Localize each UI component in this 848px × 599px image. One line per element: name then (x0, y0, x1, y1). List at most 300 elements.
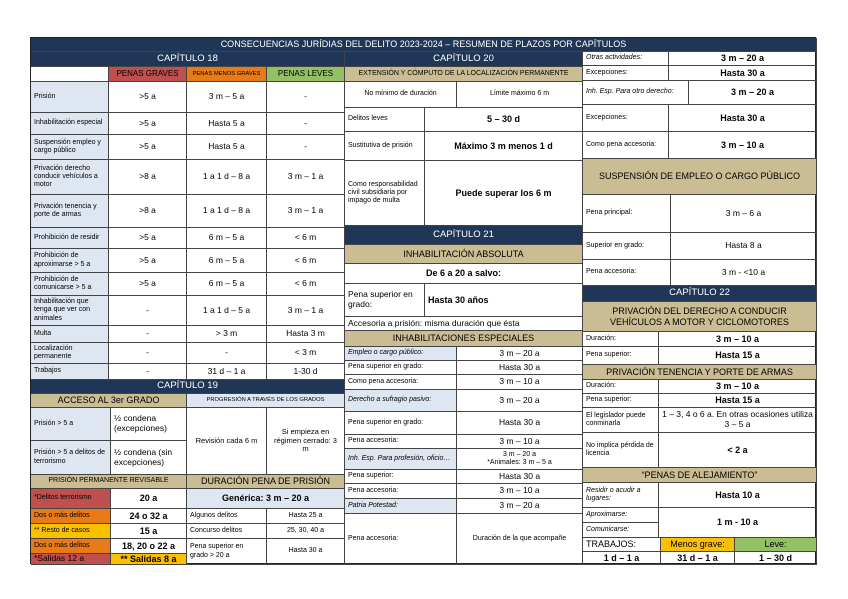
alejamiento-header-text: “PENAS DE ALEJAMIENTO” (641, 469, 758, 480)
especiales-header-text: INHABILITACIONES ESPECIALES (392, 333, 535, 344)
rt-label (583, 81, 689, 105)
especial-value (457, 347, 583, 361)
col-penas-menos-graves-text: PENAS MENOS GRAVES (192, 70, 261, 77)
ppr-row-label-text: Dos o más delitos (34, 511, 90, 519)
penas-menos-graves-value (187, 113, 267, 135)
especial-value-text: 3 m – 10 a (499, 485, 540, 496)
penas-menos-graves-value (187, 135, 267, 160)
duracion-row-value (267, 509, 345, 524)
delitos-leves-value-text: 5 – 30 d (486, 114, 521, 125)
row-label (31, 249, 109, 273)
penas-graves-value-text: - (146, 365, 149, 376)
ppr-row-value-text: 24 o 32 a (129, 510, 168, 521)
susp-value-text: 3 m – 6 a (725, 207, 762, 218)
especial-value (457, 375, 583, 390)
rt-value (689, 81, 817, 105)
row-label-text: Prohibición de comunicarse > 5 a (34, 275, 92, 291)
duracion-row-label-text: Concurso delitos (190, 526, 243, 534)
rt-label-text: Excepciones: (586, 113, 628, 121)
rt-value (669, 132, 817, 159)
armas-value-text: Hasta 15 a (715, 395, 760, 406)
susp-value (671, 195, 817, 233)
penas-graves-value-text: >5 a (139, 141, 156, 152)
especial-value (457, 499, 583, 514)
duracion-generica-text: Genérica: 3 m – 20 a (221, 493, 310, 504)
row-label-text: Trabajos (34, 367, 61, 375)
ppr-row-label (31, 489, 111, 509)
minimo-duracion-text: No mínimo de duración (364, 90, 437, 98)
priv-label (583, 332, 659, 347)
accesoria-prision (345, 317, 583, 331)
cap18-header (31, 52, 345, 67)
col-penas-graves-text: PENAS GRAVES (116, 69, 179, 79)
especial-label-text: Patria Potestad: (348, 501, 398, 509)
especial-label (345, 412, 457, 435)
penas-graves-value-text: >5 a (139, 254, 156, 265)
especial-value (457, 361, 583, 375)
row-label-text: Privación tenencia y porte de armas (34, 202, 97, 218)
penas-leves-value-text: 1-30 d (293, 365, 318, 376)
especial-value-text: Duración de la que acompañe (472, 534, 567, 542)
col-penas-leves (267, 67, 345, 82)
alej-label-text: Residir o acudir a lugares: (586, 486, 641, 502)
alejamiento-header (583, 468, 817, 483)
penas-menos-graves-value-text: 1 a 1 d – 8 a (202, 205, 251, 216)
row-label-text: Inhabilitación que tenga que ver con animales (34, 298, 91, 322)
penas-leves-value-text: < 6 m (294, 232, 317, 243)
cap22-header-text: CAPÍTULO 22 (669, 287, 730, 299)
ppr-row-label-text: ** Resto de casos (34, 526, 90, 534)
trabajos-grave-value (583, 552, 661, 565)
privacion-conducir-header (583, 302, 817, 332)
especiales-header (345, 331, 583, 347)
especial-value (457, 484, 583, 499)
privacion-conducir-header-text: PRIVACIÓN DEL DERECHO A CONDUCIR VEHÍCULOS A MOTOR Y CICLOMOTORES (610, 306, 789, 327)
responsabilidad-value (425, 161, 583, 226)
cap18-header-text: CAPÍTULO 18 (157, 52, 218, 64)
especial-value-text: 3 m – 20 a *Animales: 3 m – 5 a (487, 450, 552, 466)
cap21-header-text: CAPÍTULO 21 (433, 228, 494, 240)
armas-label (583, 408, 659, 433)
penas-menos-graves-value (187, 195, 267, 228)
penas-menos-graves-value-text: - (225, 347, 228, 358)
especial-value-text: Hasta 30 a (498, 361, 541, 372)
armas-label (583, 433, 659, 468)
penas-graves-value-text: >5 a (139, 91, 156, 102)
ppr-salidas (31, 554, 111, 565)
rt-value (669, 66, 817, 81)
armas-value (659, 380, 817, 394)
leve-header-text: Leve: (764, 539, 787, 550)
ppr-row-label-text: Dos o más delitos (34, 541, 90, 549)
page-title (31, 38, 817, 52)
row-label-text: Prohibición de aproximarse > 5 a (34, 252, 91, 268)
rt-label (583, 66, 669, 81)
especial-value-text: 3 m – 10 a (499, 435, 540, 446)
row-label-text: Multa (34, 329, 52, 337)
limite-maximo-text: Límite máximo 6 m (489, 90, 550, 98)
inhabilitacion-absoluta-header (345, 245, 583, 264)
trabajos-grave-value-text: 1 d – 1 a (603, 552, 640, 563)
penas-graves-value-text: - (146, 347, 149, 358)
duracion-row-value (267, 539, 345, 565)
especial-label (345, 435, 457, 449)
progresion-grados-text: PROGRESIÓN A TRAVÉS DE LOS GRADOS (206, 397, 325, 404)
especial-label (345, 470, 457, 484)
susp-label (583, 195, 671, 233)
ppr-row-value-text: 15 a (139, 525, 158, 536)
pena-superior-value (425, 284, 583, 317)
susp-value (671, 260, 817, 286)
trabajos-header-text: TRABAJOS: (586, 539, 637, 550)
especial-label-text: Pena accesoria: (348, 437, 399, 445)
cap21-header (345, 226, 583, 245)
rt-value (669, 52, 817, 66)
responsabilidad-value-text: Puede superar los 6 m (455, 187, 552, 198)
acceso-row-label-text: Prisión > 5 a delitos de terrorismo (34, 449, 106, 465)
absoluta-value-text: De 6 a 20 a salvo: (425, 268, 502, 279)
row-label-text: Suspensión empleo y cargo público (34, 138, 101, 154)
especial-label (345, 514, 457, 565)
priv-value (659, 347, 817, 365)
especial-label-text: Como pena accesoria: (348, 377, 419, 385)
cap19-header (31, 380, 345, 394)
row-label (31, 273, 109, 296)
armas-label (583, 394, 659, 408)
alej-label (583, 508, 659, 523)
rt-value-text: 3 m – 20 a (720, 53, 765, 64)
inhabilitacion-absoluta-header-text: INHABILITACIÓN ABSOLUTA (403, 248, 524, 259)
especial-value (457, 412, 583, 435)
acceso-row-value (111, 408, 187, 441)
absoluta-value (345, 264, 583, 284)
row-label (31, 135, 109, 160)
suspension-header-text: SUSPENSIÓN DE EMPLEO O CARGO PÚBLICO (598, 171, 801, 182)
rt-value (669, 105, 817, 132)
especial-label (345, 347, 457, 361)
penas-graves-value-text: >5 a (139, 117, 156, 128)
ppr-row-label-text: *Delitos terrorismo (34, 494, 92, 502)
especial-label (345, 499, 457, 514)
penas-leves-value-text: - (304, 91, 307, 102)
row-label-text: Prohibición de residir (34, 233, 100, 241)
rt-value-text: 3 m – 20 a (730, 87, 775, 98)
penas-menos-graves-value-text: 6 m – 5 a (208, 254, 245, 265)
penas-graves-value (109, 228, 187, 249)
acceso-row-value (111, 441, 187, 475)
armas-value-text: 3 m – 10 a (715, 381, 760, 392)
penas-graves-value (109, 296, 187, 326)
alej-label (583, 483, 659, 508)
revision-cada (187, 408, 267, 475)
penas-leves-value (267, 273, 345, 296)
rt-label (583, 105, 669, 132)
duracion-header (187, 475, 345, 489)
penas-menos-graves-value (187, 364, 267, 380)
especial-label-text: Empleo o cargo público: (348, 349, 424, 357)
extension-header-text: EXTENSIÓN Y CÓMPUTO DE LA LOCALIZACIÓN PERMANENTE (358, 69, 569, 77)
priv-label (583, 347, 659, 365)
minimo-duracion (345, 82, 457, 108)
armas-value-text: < 2 a (727, 444, 748, 455)
cap19-header-text: CAPÍTULO 19 (157, 380, 218, 392)
penas-graves-value (109, 326, 187, 343)
penas-graves-value-text: - (146, 328, 149, 339)
penas-graves-value-text: >5 a (139, 232, 156, 243)
row-label (31, 364, 109, 380)
progresion-grados (187, 394, 345, 408)
duracion-row-label-text: Pena superior en grado > 20 a (190, 543, 244, 559)
rt-label (583, 52, 669, 66)
ppr-row-value (111, 509, 187, 524)
penas-leves-value-text: < 6 m (294, 254, 317, 265)
responsabilidad-civil-text: Como responsabilidad civil subsidiaria por impago de multa (348, 180, 418, 205)
penas-leves-value-text: 3 m – 1 a (287, 171, 324, 182)
row-label (31, 228, 109, 249)
ppr-row-label (31, 524, 111, 539)
penas-graves-value (109, 343, 187, 364)
alej-label-text: Aproximarse: (586, 510, 628, 518)
duracion-row-label (187, 509, 267, 524)
acceso-row-label (31, 441, 111, 475)
penas-leves-value (267, 296, 345, 326)
pena-superior-label (345, 284, 425, 317)
penas-graves-value (109, 135, 187, 160)
especial-value-text: 3 m – 10 a (499, 376, 540, 387)
armas-label-text: El legislador puede conminarla (586, 411, 646, 427)
rt-label-text: Inh. Esp. Para otro derecho: (586, 88, 674, 96)
cap20-header (345, 52, 583, 67)
especial-label-text: Pena superior en grado: (348, 418, 424, 426)
rt-value-text: Hasta 30 a (720, 67, 765, 78)
sustitutiva-value (425, 132, 583, 161)
privacion-armas-header (583, 365, 817, 380)
especial-value-text: 3 m – 20 a (499, 394, 540, 405)
armas-value (659, 394, 817, 408)
penas-leves-value (267, 113, 345, 135)
ppr-row-label (31, 509, 111, 524)
penas-graves-value (109, 82, 187, 113)
trabajos-header (583, 538, 661, 552)
duracion-row-value (267, 524, 345, 539)
penas-graves-value (109, 195, 187, 228)
trabajos-menos-grave-value (661, 552, 735, 565)
rt-label-text: Otras actividades: (586, 54, 643, 62)
col-penas-menos-graves (187, 67, 267, 82)
penas-leves-value-text: < 3 m (294, 347, 317, 358)
limite-maximo (457, 82, 583, 108)
penas-menos-graves-value (187, 160, 267, 195)
acceso-row-value-text: ½ condena (sin excepciones) (114, 446, 173, 467)
especial-label (345, 390, 457, 412)
ppr-salidas-text: *Salidas 12 a (34, 554, 85, 564)
penas-graves-value (109, 364, 187, 380)
alej-label-text: Comunicarse: (586, 525, 630, 533)
privacion-armas-header-text: PRIVACIÓN TENENCIA Y PORTE DE ARMAS (606, 366, 793, 377)
penas-graves-value-text: >8 a (139, 171, 156, 182)
cap20-header-text: CAPÍTULO 20 (433, 52, 494, 64)
penas-leves-value (267, 249, 345, 273)
penas-menos-graves-value (187, 326, 267, 343)
alej-value (659, 483, 817, 508)
row-label (31, 296, 109, 326)
susp-label (583, 260, 671, 286)
armas-value-text: 1 – 3, 4 o 6 a. En otras ocasiones utiliza 3 – 5 a (662, 409, 813, 429)
rt-label-text: Como pena accesoria: (586, 140, 657, 148)
penas-menos-graves-value-text: 6 m – 5 a (208, 232, 245, 243)
penas-menos-graves-value (187, 343, 267, 364)
ppr-row-value (111, 489, 187, 509)
penas-leves-value-text: - (304, 117, 307, 128)
penas-leves-value-text: 3 m – 1 a (287, 304, 324, 315)
penas-menos-graves-value-text: 3 m – 5 a (208, 91, 245, 102)
col-penas-leves-text: PENAS LEVES (277, 69, 334, 79)
penas-graves-value-text: >8 a (139, 205, 156, 216)
acceso-row-value-text: ½ condena (excepciones) (114, 413, 167, 433)
cap22-header (583, 286, 817, 302)
ppr-row-value (111, 524, 187, 539)
summary-table (30, 37, 816, 564)
armas-label-text: Pena superior: (586, 396, 632, 404)
priv-value-text: 3 m – 10 a (715, 333, 760, 344)
duracion-row-value-text: Hasta 30 a (288, 547, 323, 555)
acceso-tercer-grado-text: ACCESO AL 3er GRADO (57, 395, 160, 406)
susp-label-text: Superior en grado: (586, 241, 644, 249)
penas-menos-graves-value (187, 296, 267, 326)
especial-value (457, 435, 583, 449)
row-label (31, 343, 109, 364)
extension-header (345, 67, 583, 82)
armas-label-text: Duración: (586, 382, 616, 390)
armas-label-text: No implica pérdida de licencia (586, 441, 654, 457)
penas-leves-value (267, 326, 345, 343)
duracion-row-value-text: 25, 30, 40 a (287, 526, 324, 534)
especial-label (345, 484, 457, 499)
penas-menos-graves-value-text: 1 a 1 d – 8 a (202, 171, 251, 182)
penas-menos-graves-value (187, 273, 267, 296)
penas-graves-value-text: - (146, 304, 149, 315)
penas-leves-value-text: 3 m – 1 a (287, 205, 324, 216)
especial-value (457, 514, 583, 565)
especial-label (345, 361, 457, 375)
susp-label (583, 233, 671, 260)
penas-leves-value (267, 82, 345, 113)
regimen-cerrado (267, 408, 345, 475)
acceso-row-label-text: Prisión > 5 a (34, 419, 74, 427)
ppr-row-value (111, 539, 187, 554)
especial-label-text: Inh. Esp. Para profesión, oficio… (348, 454, 451, 462)
row-label-text: Localización permanente (34, 344, 73, 360)
ppr-header (31, 475, 187, 489)
trabajos-menos-grave-value-text: 31 d – 1 a (677, 552, 718, 563)
rt-value-text: 3 m – 10 a (720, 139, 765, 150)
especial-label (345, 449, 457, 470)
row-label (31, 160, 109, 195)
penas-graves-value (109, 249, 187, 273)
page-title-text: CONSECUENCIAS JURÍDIAS DEL DELITO 2023-2024 – RESUMEN DE PLAZOS POR CAPÍTULOS (220, 39, 627, 50)
especial-label (345, 375, 457, 390)
rt-value-text: Hasta 30 a (720, 112, 765, 123)
penas-leves-value (267, 364, 345, 380)
especial-label-text: Derecho a sufragio pasivo: (348, 396, 432, 404)
priv-value (659, 332, 817, 347)
duracion-row-label (187, 539, 267, 565)
pena-superior-value-text: Hasta 30 años (428, 294, 489, 305)
especial-value-text: Hasta 30 a (498, 470, 541, 481)
penas-leves-value (267, 160, 345, 195)
armas-label (583, 380, 659, 394)
leve-header (735, 538, 817, 552)
penas-graves-value (109, 273, 187, 296)
penas-menos-graves-value-text: Hasta 5 a (208, 117, 245, 128)
penas-graves-value (109, 160, 187, 195)
penas-leves-value-text: - (304, 141, 307, 152)
duracion-row-label (187, 524, 267, 539)
delitos-leves (345, 108, 425, 132)
sustitutiva-value-text: Máximo 3 m menos 1 d (454, 140, 553, 151)
ppr-row-value-text: 20 a (139, 493, 158, 504)
ppr-salidas-value (111, 554, 187, 565)
especial-label-text: Pena superior: (348, 472, 394, 480)
ppr-header-text: PRISIÓN PERMANENTE REVISABLE (48, 477, 169, 485)
penas-leves-value (267, 228, 345, 249)
row-label-text: Inhabilitación especial (34, 119, 103, 127)
alej-label (583, 523, 659, 538)
susp-label-text: Pena principal: (586, 209, 633, 217)
penas-leves-value-text: Hasta 3 m (286, 328, 325, 339)
priv-label-text: Pena superior: (586, 351, 632, 359)
row-label (31, 113, 109, 135)
especial-value (457, 390, 583, 412)
acceso-row-label (31, 408, 111, 441)
alej-value (659, 508, 817, 538)
sustitutiva-text: Sustitutiva de prisión (348, 141, 413, 149)
ppr-salidas-value-text: ** Salidas 8 a (120, 554, 177, 564)
especial-value-text: Hasta 30 a (498, 417, 541, 428)
accesoria-prision-text: Accesoria a prisión: misma duración que ésta (348, 317, 520, 328)
sustitutiva (345, 132, 425, 161)
penas-menos-graves-value (187, 228, 267, 249)
revision-cada-text: Revisión cada 6 m (195, 435, 258, 445)
row-label (31, 326, 109, 343)
penas-menos-graves-value (187, 249, 267, 273)
menos-grave-header (661, 538, 735, 552)
col-penas-graves (109, 67, 187, 82)
rt-label-text: Excepciones: (586, 68, 628, 76)
duracion-row-value-text: Hasta 25 a (288, 511, 323, 519)
especial-label-text: Pena accesoria: (348, 534, 399, 542)
penas-leves-value-text: < 6 m (294, 278, 317, 289)
responsabilidad-civil (345, 161, 425, 226)
suspension-header (583, 159, 817, 195)
alej-value-text: 1 m - 10 a (716, 517, 759, 528)
menos-grave-header-text: Menos grave: (670, 539, 725, 550)
ppr-row-value-text: 18, 20 o 22 a (121, 540, 176, 551)
penas-menos-graves-value-text: 31 d – 1 a (207, 365, 246, 376)
pena-superior-label-text: Pena superior en grado: (348, 289, 413, 309)
especial-value (457, 449, 583, 470)
penas-leves-value (267, 343, 345, 364)
priv-label-text: Duración: (586, 334, 616, 342)
rt-label (583, 132, 669, 159)
penas-leves-value (267, 135, 345, 160)
armas-value (659, 433, 817, 468)
penas-menos-graves-value-text: 1 a 1 d – 5 a (202, 304, 251, 315)
penas-graves-value-text: >5 a (139, 278, 156, 289)
alej-value-text: Hasta 10 a (715, 489, 760, 500)
cap18-corner (31, 67, 109, 82)
especial-label-text: Pena accesoria: (348, 486, 399, 494)
